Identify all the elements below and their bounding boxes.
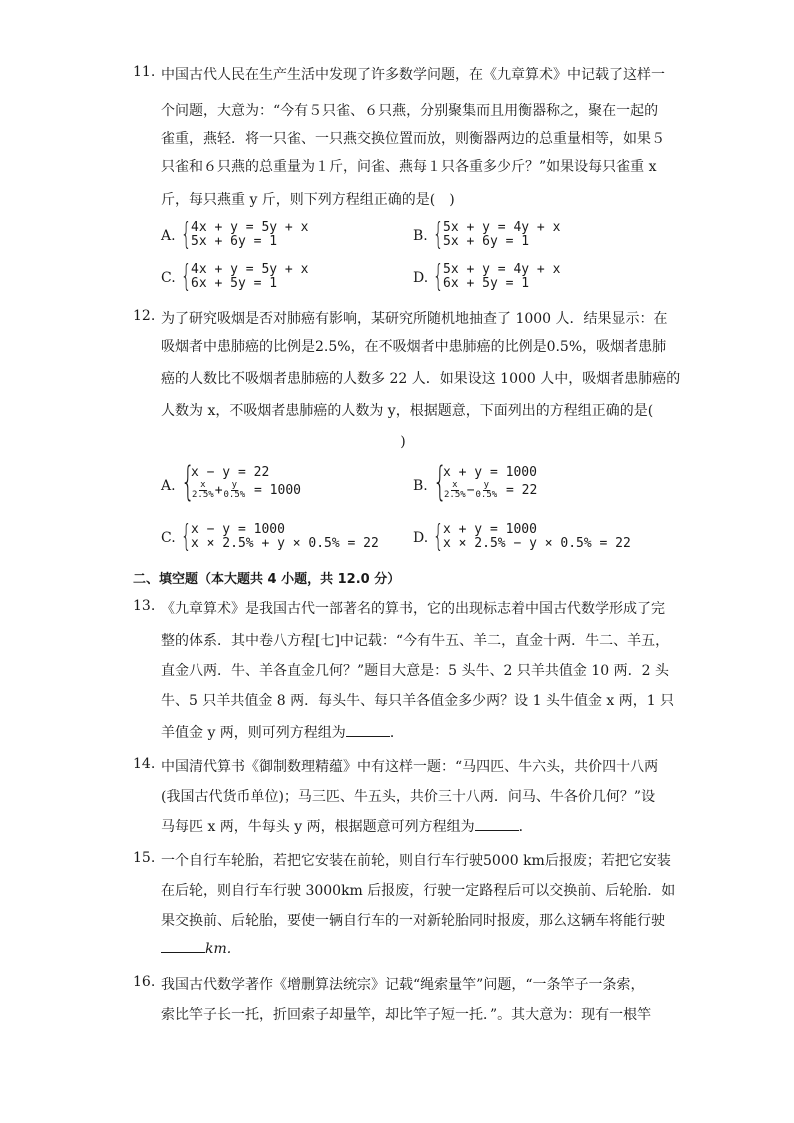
fraction: $\frac{y}{0.5\%}$ <box>223 480 246 500</box>
fraction: $\frac{x}{2.5\%}$ <box>444 480 466 500</box>
equation: x × 2.5% − y × 0.5% = 22 <box>443 536 631 551</box>
equation: 5x + y = 4y + x <box>443 262 561 277</box>
question-number: 14. <box>133 756 156 772</box>
equation: x × 2.5% + y × 0.5% = 22 <box>191 536 379 551</box>
question-text-line: 直金八两．牛、羊各直金几何？”题目大意是：5 头牛、2 只羊共值金 10 两．2 头 <box>161 663 669 679</box>
option-label: A. <box>161 478 176 494</box>
equation-system: { 4x + y = 5y + x 5x + 6y = 1 <box>181 217 309 252</box>
fraction: $\frac{y}{0.5\%}$ <box>475 480 498 500</box>
question-text-line: 马每匹 x 两，牛每头 y 两，根据题意可列方程组为 ． <box>161 819 533 835</box>
answer-paren: ) <box>400 434 406 450</box>
answer-blank[interactable] <box>346 724 390 737</box>
question-number: 12. <box>133 308 156 324</box>
question-text-line: 癌的人数比不吸烟者患肺癌的人数多 22 人．如果设这 1000 人中，吸烟者患肺癌的 <box>161 371 681 387</box>
equation-system: { 5x + y = 4y + x 6x + 5y = 1 <box>433 259 561 294</box>
question-text-line: 个问题，大意为：“今有５只雀、６只燕，分别聚集而且用衡器称之，聚在一起的 <box>161 103 659 119</box>
question-text-line: 整的体系．其中卷八方程[七]中记载：“今有牛五、羊二，直金十两．牛二、羊五， <box>161 633 670 649</box>
option-label: D. <box>413 270 429 286</box>
equation-system: { x − y = 22 $\frac{x}{2.5\%}$ + $\frac{y}{0.5\%}$ = 1000 <box>181 459 301 505</box>
equation-system: { 5x + y = 4y + x 5x + 6y = 1 <box>433 217 561 252</box>
question-text-line: 中国古代人民在生产生活中发现了许多数学问题，在《九章算术》中记载了这样一 <box>161 67 665 83</box>
question-14 <box>133 754 673 844</box>
question-text-line: 为了研究吸烟是否对肺癌有影响，某研究所随机地抽查了 1000 人．结果显示：在 <box>161 311 668 327</box>
equation-system: { x + y = 1000 $\frac{x}{2.5\%}$ − $\frac{y}{0.5\%}$ = 22 <box>433 459 538 505</box>
question-text-line: km. <box>161 940 231 957</box>
equation: 6x + 5y = 1 <box>443 276 530 291</box>
option-label: B. <box>413 228 428 244</box>
section-heading: 二、填空题（本大题共 4 小题，共 12.0 分） <box>133 572 401 587</box>
question-text-line: 羊值金 y 两，则可列方程组为 ． <box>161 725 404 741</box>
equation: 5x + 6y = 1 <box>443 234 530 249</box>
option-label: B. <box>413 478 428 494</box>
question-text-line: 中国清代算书《御制数理精蕴》中有这样一题：“马四匹、牛六头，共价四十八两 <box>161 759 659 775</box>
equation: x − y = 22 <box>191 465 270 480</box>
question-text-line: 一个自行车轮胎，若把它安装在前轮，则自行车行驶5000 km后报废；若把它安装 <box>161 853 671 869</box>
question-15 <box>133 848 676 968</box>
answer-blank[interactable] <box>161 940 205 953</box>
equation: $\frac{x}{2.5\%}$ − $\frac{y}{0.5\%}$ = 22 <box>444 480 538 500</box>
option-label: C. <box>161 270 176 286</box>
question-text-line: 牛、5 只羊共值金 8 两．每头牛、每只羊各值金多少两？设 1 头牛值金 x 两，1 只 <box>161 693 675 709</box>
question-number: 16. <box>133 974 156 990</box>
option-label: D. <box>413 530 429 546</box>
question-11 <box>133 62 673 292</box>
question-text-line: 吸烟者中患肺癌的比例是2.5%，在不吸烟者中患肺癌的比例是0.5%，吸烟者患肺 <box>161 339 667 355</box>
equation: x − y = 1000 <box>191 522 285 537</box>
option-label: C. <box>161 530 176 546</box>
answer-blank[interactable] <box>475 818 519 831</box>
question-text-line: (我国古代货币单位)；马三匹、牛五头，共价三十八两．问马、牛各价几何？”设 <box>161 789 656 805</box>
question-number: 15. <box>133 850 156 866</box>
equation: x + y = 1000 <box>443 522 537 537</box>
equation: x + y = 1000 <box>443 465 537 480</box>
question-text-line: 雀重，燕轻．将一只雀、一只燕交换位置而放，则衡器两边的总重量相等，如果５ <box>161 131 665 147</box>
question-text-line: 斤，每只燕重 y 斤，则下列方程组正确的是( ) <box>161 192 455 208</box>
equation-system: { 4x + y = 5y + x 6x + 5y = 1 <box>181 259 309 294</box>
question-text-line: 在后轮，则自行车行驶 3000km 后报废，行驶一定路程后可以交换前、后轮胎．如 <box>161 883 676 899</box>
equation: $\frac{x}{2.5\%}$ + $\frac{y}{0.5\%}$ = 1000 <box>192 480 301 500</box>
question-text-line: 索比竿子长一托，折回索子却量竿，却比竿子短一托．”。其大意为：现有一根竿 <box>161 1007 652 1023</box>
question-text-line: 只雀和６只燕的总重量为１斤，问雀、燕每１只各重多少斤？”如果设每只雀重 x <box>161 159 657 175</box>
question-number: 11. <box>133 64 156 80</box>
option-label: A. <box>161 228 176 244</box>
equation-system: { x + y = 1000 x × 2.5% − y × 0.5% = 22 <box>433 519 631 554</box>
equation: 6x + 5y = 1 <box>191 276 278 291</box>
question-12 <box>133 306 681 556</box>
question-text-line: 果交换前、后轮胎，要使一辆自行车的一对新轮胎同时报废，那么这辆车将能行驶 <box>161 913 665 929</box>
question-number: 13. <box>133 598 156 614</box>
equation: 5x + 6y = 1 <box>191 234 278 249</box>
equation-system: { x − y = 1000 x × 2.5% + y × 0.5% = 22 <box>181 519 379 554</box>
equation: 4x + y = 5y + x <box>191 220 309 235</box>
equation: 5x + y = 4y + x <box>443 220 561 235</box>
question-text-line: 人数为 x，不吸烟者患肺癌的人数为 y，根据题意，下面列出的方程组正确的是( <box>161 403 654 419</box>
question-16 <box>133 972 673 1042</box>
equation: 4x + y = 5y + x <box>191 262 309 277</box>
question-13 <box>133 596 673 746</box>
question-text-line: 《九章算术》是我国古代一部著名的算书，它的出现标志着中国古代数学形成了完 <box>161 601 665 617</box>
question-text-line: 我国古代数学著作《增删算法统宗》记载“绳索量竿”问题，“一条竿子一条索， <box>161 977 645 993</box>
fraction: $\frac{x}{2.5\%}$ <box>192 480 214 500</box>
